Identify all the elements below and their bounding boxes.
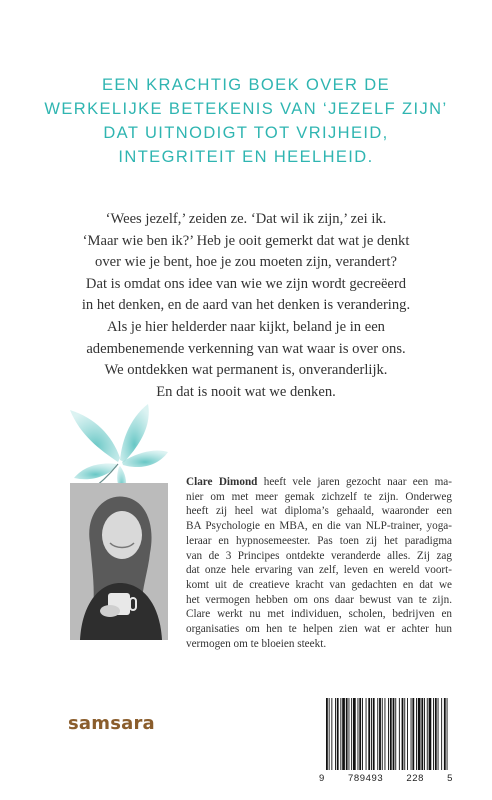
blurb xyxy=(40,209,452,403)
barcode-bar xyxy=(402,698,404,770)
blurb-line: ‘Maar wie ben ik?’ Heb je ooit gemerkt dat wat je denkt xyxy=(82,232,410,249)
barcode-bar xyxy=(382,698,383,770)
barcode-bar xyxy=(411,698,412,770)
barcode-bar xyxy=(427,698,428,770)
barcode-bar xyxy=(418,698,421,770)
barcode-bar xyxy=(373,698,375,770)
isbn-number xyxy=(319,773,453,784)
blurb-line: We ontdekken wat permanent is, onveranderlijk. xyxy=(104,362,388,379)
barcode-bar xyxy=(358,698,359,770)
barcode-bar xyxy=(444,698,446,770)
bio-line: heeft zij heel wat diploma’s gehaald, waaronder een xyxy=(186,505,452,518)
bio-line: nier om met meer gemak zichzelf te zijn. Onderweg xyxy=(186,490,452,503)
author-name: Clare Dimond xyxy=(186,476,258,488)
barcode-bar xyxy=(351,698,352,770)
barcode-bar xyxy=(371,698,372,770)
bio-line: vermogen om te bloeien steekt. xyxy=(186,637,327,650)
barcode-bar xyxy=(379,698,381,770)
blurb-line: En dat is nooit wat we denken. xyxy=(156,383,336,400)
isbn-digit-group: 5 xyxy=(447,773,453,784)
blurb-line: Dat is omdat ons idee van wie we zijn wordt gecreëerd xyxy=(85,275,407,292)
barcode-bar xyxy=(407,698,408,770)
bio-line: leraar en hypnosemeester. Pas toen zij het paradigma xyxy=(186,534,452,547)
bio-line: BA Psychologie en MBA, en die van NLP-trainer, yoga- xyxy=(186,520,452,533)
barcode-bar xyxy=(421,698,423,770)
barcode-bar xyxy=(433,698,434,770)
author-bio xyxy=(186,475,452,651)
barcode-bar xyxy=(335,698,336,770)
barcode-bar xyxy=(404,698,405,770)
blurb-line: in het denken, en de aard van het denken is verandering. xyxy=(81,297,411,314)
barcode-bar xyxy=(359,698,361,770)
barcode-bar xyxy=(349,698,350,770)
barcode-bar xyxy=(412,698,414,770)
barcode-bar xyxy=(368,698,370,770)
tagline xyxy=(40,73,452,169)
barcode-bar xyxy=(441,698,442,770)
bio-line: dat onze hele ervaring van zelf, leven en wereld voort- xyxy=(186,564,452,577)
barcode-bar xyxy=(447,698,448,770)
barcode-bar xyxy=(385,698,386,770)
tagline-line: DAT UITNODIGT TOT VRIJHEID, xyxy=(103,124,389,142)
barcode-bar xyxy=(393,698,395,770)
isbn-digit-group: 789493 xyxy=(347,773,384,784)
publisher-logo: samsara xyxy=(68,713,155,734)
blurb-line: Als je hier helderder naar kijkt, beland je in een xyxy=(107,318,385,335)
bio-first-line: heeft vele jaren gezocht naar een ma- xyxy=(257,476,452,488)
isbn-digit-group: 228 xyxy=(406,773,425,784)
bio-line: van de 3 Principes ontdekte veranderde alles. Zij zag xyxy=(186,549,452,562)
bio-line: komt uit de creatieve kracht van gedachten en dat we xyxy=(186,578,452,591)
bio-line xyxy=(186,475,452,490)
barcode-bar xyxy=(329,698,330,770)
tagline-line: EEN KRACHTIG BOEK OVER DE xyxy=(101,76,391,94)
barcode-bar xyxy=(438,698,439,770)
barcode-bar xyxy=(399,698,400,770)
barcode-bar xyxy=(346,698,348,770)
flower-illustration xyxy=(60,400,170,495)
author-photo xyxy=(70,483,168,640)
barcode-bar xyxy=(342,698,345,770)
isbn-digit-group: 9 xyxy=(319,773,325,784)
barcode-bar xyxy=(366,698,367,770)
barcode-bar xyxy=(326,698,328,770)
bio-line: het vermogen hebben om ons daar bewust van te zijn. xyxy=(186,593,452,606)
blurb-line: ‘Wees jezelf,’ zeiden ze. ‘Dat wil ik zijn,’ zei ik. xyxy=(105,211,387,227)
barcode-bar xyxy=(424,698,425,770)
barcode-bar xyxy=(377,698,378,770)
barcode-bar xyxy=(416,698,417,770)
barcode-bar xyxy=(429,698,432,770)
barcode-bar xyxy=(435,698,437,770)
bio-line: Clare werkt nu met individuen, scholen, bedrijven en xyxy=(186,608,452,621)
blurb-line: adembenemende verkenning van wat waar is over ons. xyxy=(86,340,406,357)
barcode-bar xyxy=(331,698,332,770)
barcode-bar xyxy=(353,698,356,770)
blurb-line: over wie je bent, hoe je zou moeten zijn, verandert? xyxy=(95,254,397,271)
barcode-bar xyxy=(337,698,339,770)
bio-line: organisaties om hen te helpen zien wat er achter hun xyxy=(186,623,452,636)
barcode-bar xyxy=(388,698,389,770)
barcode-bar xyxy=(390,698,392,770)
barcode-bar xyxy=(362,698,363,770)
tagline-line: INTEGRITEIT EN HEELHEID. xyxy=(118,148,374,166)
barcode xyxy=(325,698,449,775)
tagline-line: WERKELIJKE BETEKENIS VAN ‘JEZELF ZIJN’ xyxy=(44,100,448,118)
barcode-bar xyxy=(340,698,341,770)
barcode-bar xyxy=(395,698,396,770)
